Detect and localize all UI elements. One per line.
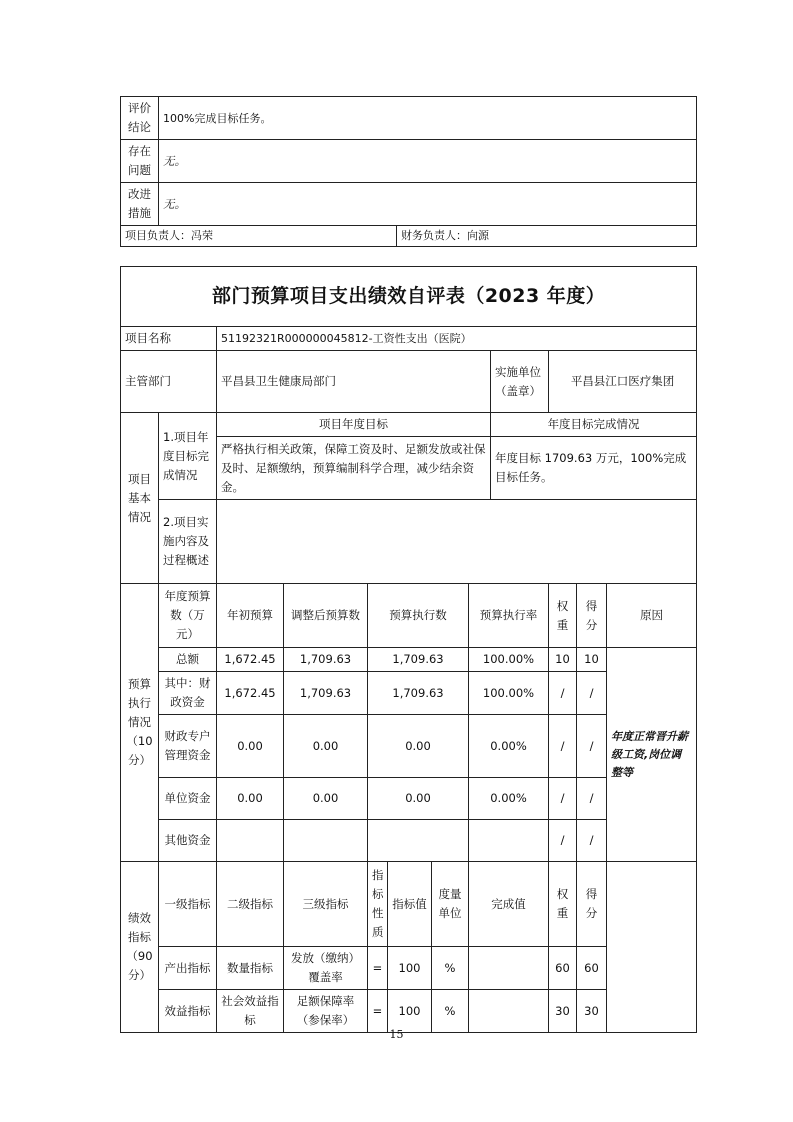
budget-row-initial: 0.00: [217, 778, 284, 820]
perf-header-lvl2: 二级指标: [217, 862, 284, 947]
budget-header-reason: 原因: [607, 584, 697, 648]
budget-header-year: 年度预算数（万元）: [159, 584, 217, 648]
perf-row-lvl1: 效益指标: [159, 990, 217, 1033]
budget-row-weight: 10: [549, 648, 577, 672]
perf-row-value: 100: [388, 990, 432, 1033]
perf-header-actual: 完成值: [469, 862, 549, 947]
perf-row-nature: =: [368, 947, 388, 990]
budget-row-weight: /: [549, 820, 577, 862]
issue-value: 无。: [159, 140, 697, 183]
budget-row-executed: [368, 820, 469, 862]
eval-label: 评价结论: [121, 97, 159, 140]
perf-row-score: 60: [577, 947, 607, 990]
budget-header-rate: 预算执行率: [469, 584, 549, 648]
unit-value: 平昌县江口医疗集团: [549, 351, 697, 413]
impl-text: [217, 500, 697, 584]
perf-row-nature: =: [368, 990, 388, 1033]
budget-row-rate: [469, 820, 549, 862]
budget-header-adjusted: 调整后预算数: [284, 584, 368, 648]
done-header: 年度目标完成情况: [491, 413, 697, 437]
project-name-label: 项目名称: [121, 327, 217, 351]
done-text: 年度目标 1709.63 万元，100%完成目标任务。: [491, 437, 697, 500]
goal-header: 项目年度目标: [217, 413, 491, 437]
unit-label: 实施单位（盖章）: [491, 351, 549, 413]
improve-label: 改进措施: [121, 183, 159, 226]
budget-row-adjusted: 1,709.63: [284, 672, 368, 715]
perf-row-lvl1: 产出指标: [159, 947, 217, 990]
perf-row-unit: %: [432, 947, 469, 990]
perf-header-unit: 度量单位: [432, 862, 469, 947]
perf-row-unit: %: [432, 990, 469, 1033]
project-lead: 项目负责人：冯荣: [121, 226, 397, 247]
budget-row-score: /: [577, 820, 607, 862]
perf-row-lvl2: 数量指标: [217, 947, 284, 990]
perf-row-actual: [469, 990, 549, 1033]
budget-row-weight: /: [549, 778, 577, 820]
issue-label: 存在问题: [121, 140, 159, 183]
budget-row-executed: 0.00: [368, 715, 469, 778]
budget-row-rate: 0.00%: [469, 778, 549, 820]
budget-row-executed: 1,709.63: [368, 648, 469, 672]
project-name-value: 51192321R000000045812-工资性支出（医院）: [217, 327, 697, 351]
perf-row-lvl2: 社会效益指标: [217, 990, 284, 1033]
perf-row-value: 100: [388, 947, 432, 990]
perf-row-actual: [469, 947, 549, 990]
perf-header-lvl1: 一级指标: [159, 862, 217, 947]
eval-value: 100%完成目标任务。: [159, 97, 697, 140]
goal-text: 严格执行相关政策，保障工资及时、足额发放或社保及时、足额缴纳，预算编制科学合理，减少结余资金。: [217, 437, 491, 500]
perf-header-weight: 权重: [549, 862, 577, 947]
budget-row-label: 其中：财政资金: [159, 672, 217, 715]
budget-row-initial: 1,672.45: [217, 672, 284, 715]
budget-row-label: 其他资金: [159, 820, 217, 862]
budget-row-executed: 0.00: [368, 778, 469, 820]
budget-row-weight: /: [549, 715, 577, 778]
budget-row-score: /: [577, 778, 607, 820]
dept-label: 主管部门: [121, 351, 217, 413]
perf-header-nature: 指标性质: [368, 862, 388, 947]
budget-row-initial: [217, 820, 284, 862]
finance-lead: 财务负责人：向源: [397, 226, 697, 247]
budget-row-rate: 100.00%: [469, 648, 549, 672]
dept-value: 平昌县卫生健康局部门: [217, 351, 491, 413]
budget-row-score: /: [577, 715, 607, 778]
budget-row-score: /: [577, 672, 607, 715]
perf-header-score: 得分: [577, 862, 607, 947]
perf-empty-cell: [607, 862, 697, 1033]
perf-row-lvl3: 发放（缴纳）覆盖率: [284, 947, 368, 990]
budget-row-executed: 1,709.63: [368, 672, 469, 715]
perf-section-label: 绩效指标（90分）: [121, 862, 159, 1033]
perf-header-value: 指标值: [388, 862, 432, 947]
conclusion-table: [120, 96, 697, 247]
form-title: 部门预算项目支出绩效自评表（2023 年度）: [121, 267, 697, 327]
budget-reason: 年度正常晋升薪级工资,岗位调整等: [607, 648, 697, 862]
perf-row-weight: 30: [549, 990, 577, 1033]
budget-row-adjusted: 0.00: [284, 715, 368, 778]
budget-row-rate: 0.00%: [469, 715, 549, 778]
improve-value: 无。: [159, 183, 697, 226]
self-evaluation-form: [120, 266, 697, 1033]
perf-row-score: 30: [577, 990, 607, 1033]
perf-row-lvl3: 足额保障率（参保率）: [284, 990, 368, 1033]
budget-row-adjusted: 1,709.63: [284, 648, 368, 672]
budget-header-weight: 权重: [549, 584, 577, 648]
budget-row-label: 财政专户管理资金: [159, 715, 217, 778]
budget-section-label: 预算执行情况（10分）: [121, 584, 159, 862]
page-number: 15: [389, 1028, 404, 1041]
budget-row-rate: 100.00%: [469, 672, 549, 715]
budget-header-executed: 预算执行数: [368, 584, 469, 648]
budget-row-weight: /: [549, 672, 577, 715]
budget-row-initial: 0.00: [217, 715, 284, 778]
perf-row-weight: 60: [549, 947, 577, 990]
budget-header-initial: 年初预算: [217, 584, 284, 648]
budget-row-label: 单位资金: [159, 778, 217, 820]
budget-row-initial: 1,672.45: [217, 648, 284, 672]
budget-row-score: 10: [577, 648, 607, 672]
budget-header-score: 得分: [577, 584, 607, 648]
basic-info-label: 项目基本情况: [121, 413, 159, 584]
perf-header-lvl3: 三级指标: [284, 862, 368, 947]
budget-row-label: 总额: [159, 648, 217, 672]
budget-row-adjusted: [284, 820, 368, 862]
impl-label: 2.项目实施内容及过程概述: [159, 500, 217, 584]
goal-label: 1.项目年度目标完成情况: [159, 413, 217, 500]
budget-row-adjusted: 0.00: [284, 778, 368, 820]
